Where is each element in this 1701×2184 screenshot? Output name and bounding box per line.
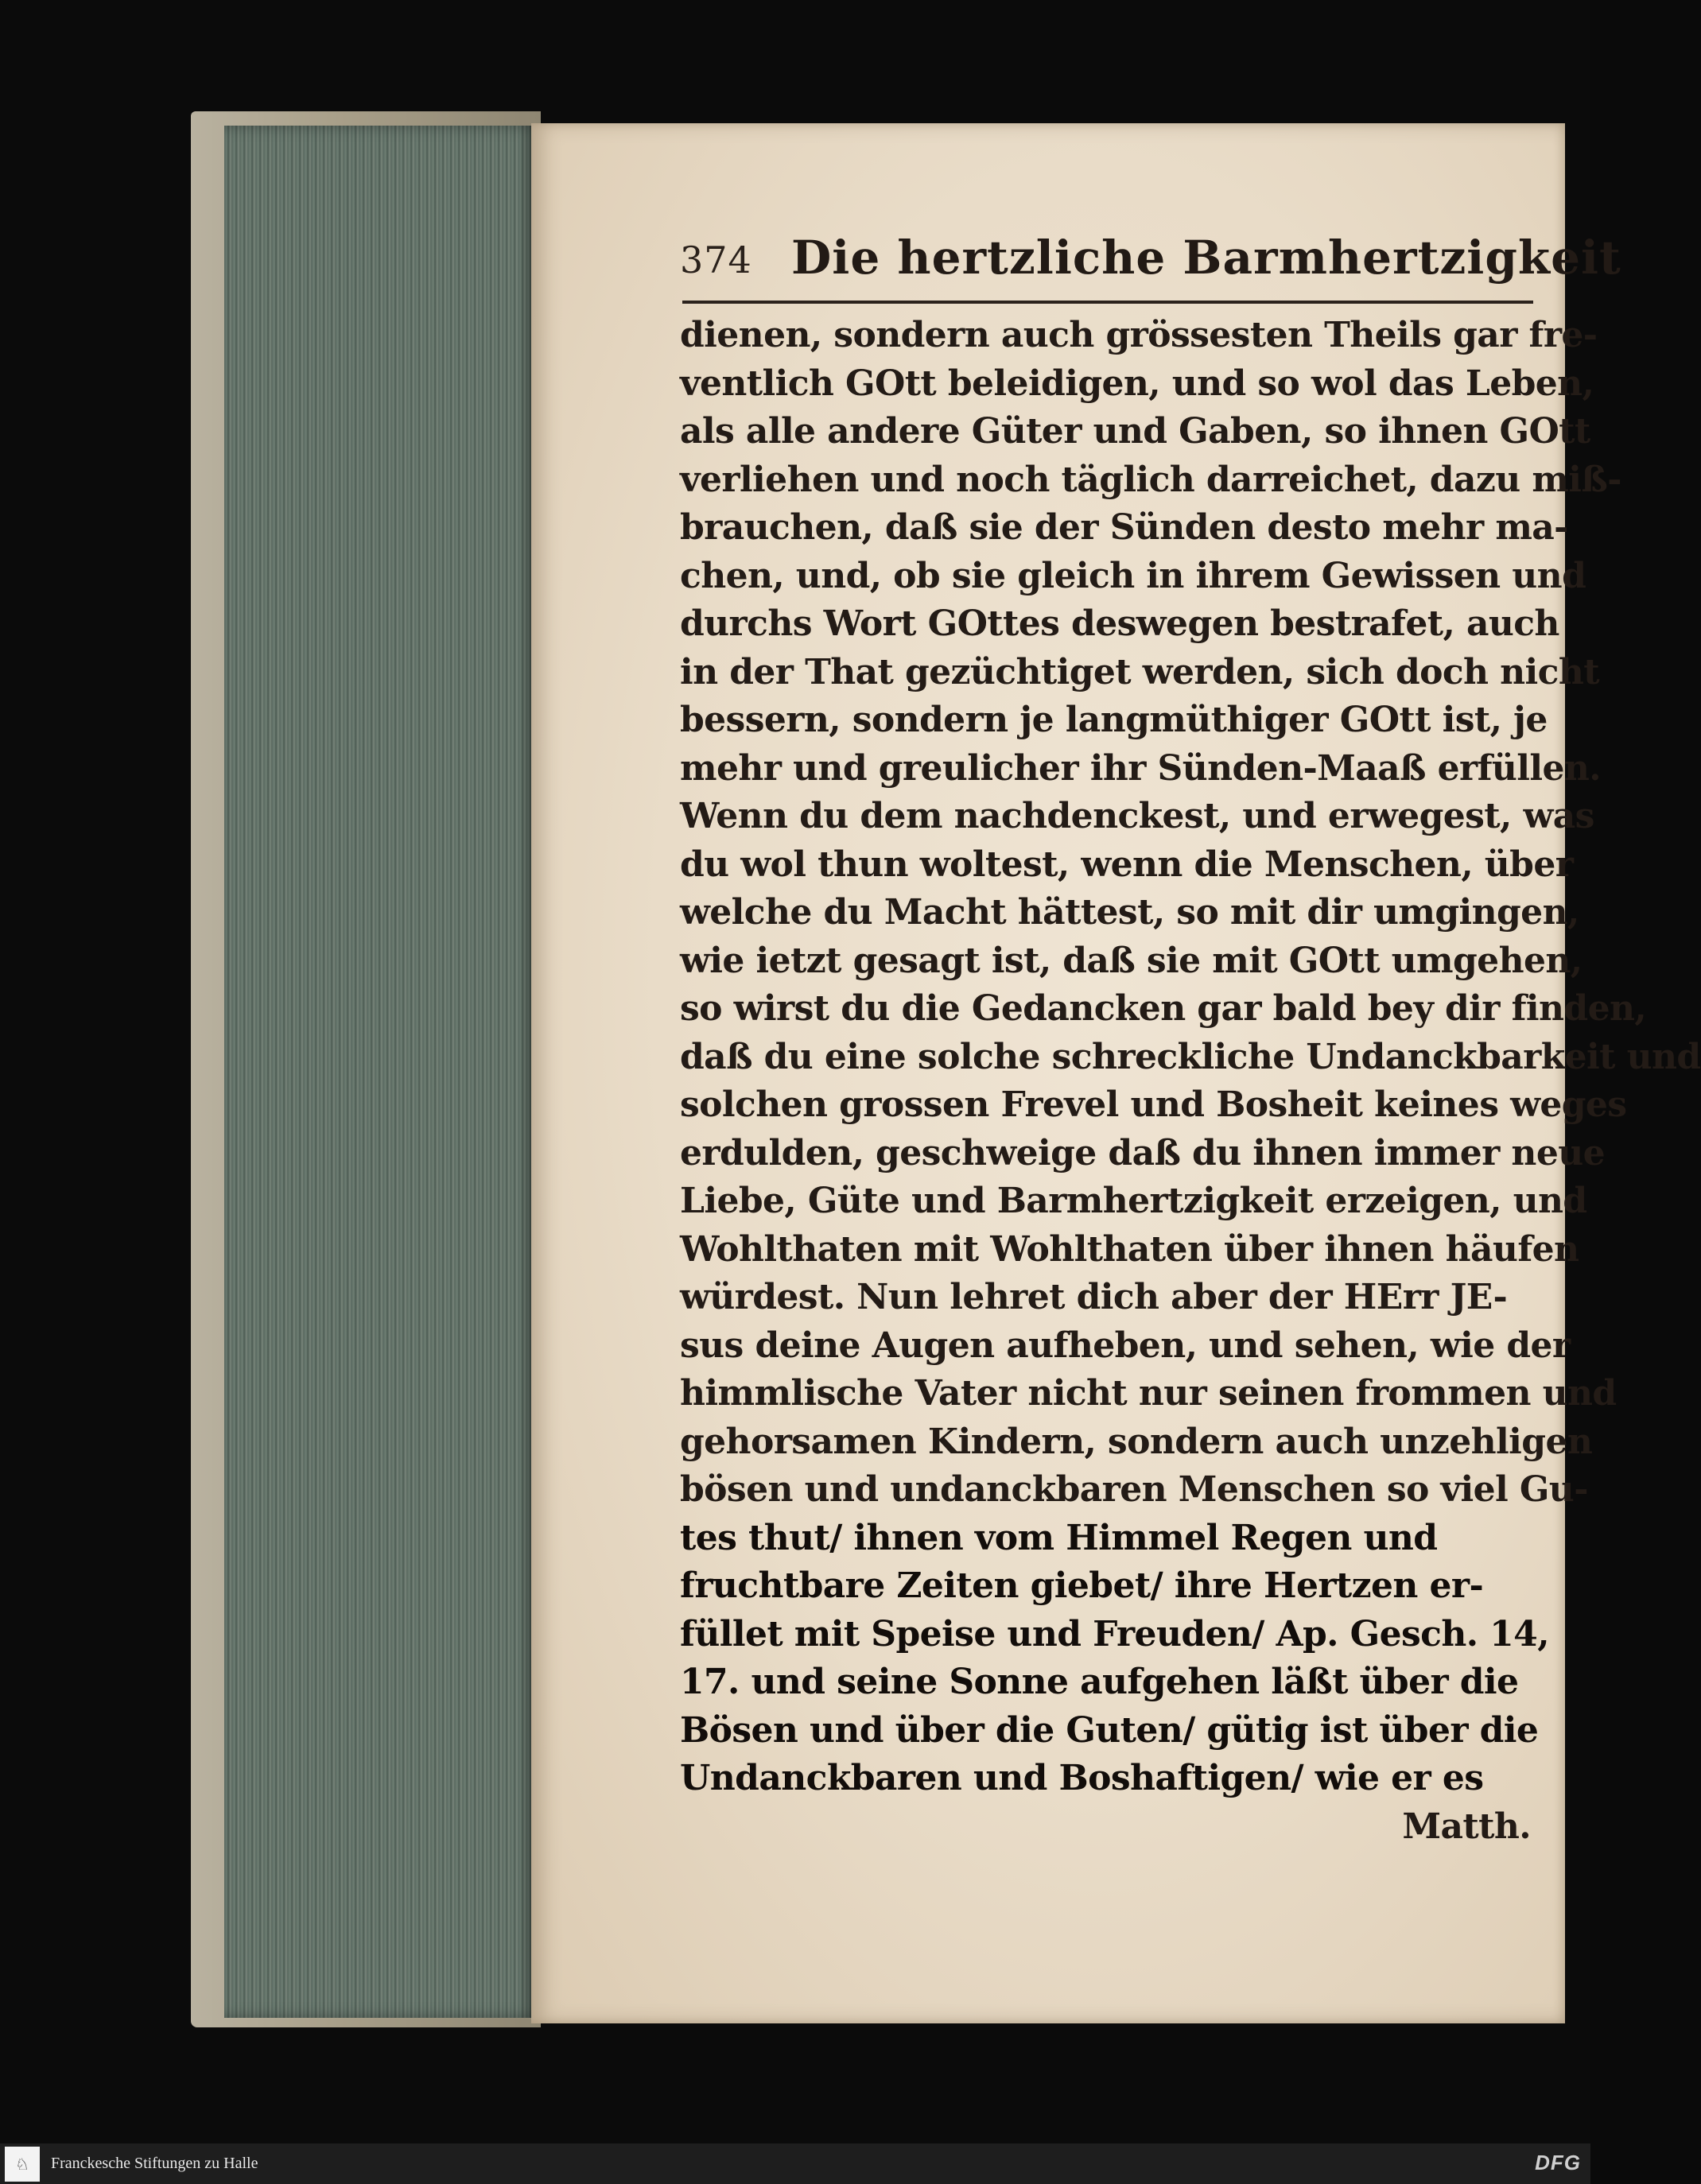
text-line: Wenn du dem nachdenckest, und erwegest, was <box>680 796 1594 836</box>
footer-bar <box>0 2143 1590 2184</box>
text-line: Liebe, Güte und Barmhertzigkeit erzeigen, und <box>680 1181 1587 1221</box>
text-line: gehorsamen Kindern, sondern auch unzehligen <box>680 1421 1593 1462</box>
running-title: Die hertzliche Barmhertzigkeit <box>791 231 1621 285</box>
catchword: Matth. <box>1402 1806 1531 1847</box>
text-line: wie ietzt gesagt ist, daß sie mit GOtt umgehen, <box>680 940 1583 981</box>
text-line: füllet mit Speise und Freuden/ Ap. Gesch. 14, <box>680 1613 1549 1654</box>
text-line: Bösen und über die Guten/ gütig ist über die <box>680 1709 1539 1751</box>
text-line: Wohlthaten mit Wohlthaten über ihnen häufen <box>680 1228 1579 1270</box>
text-line: mehr und greulicher ihr Sünden-Maaß erfüllen. <box>680 747 1602 789</box>
text-line: ventlich GOtt beleidigen, und so wol das Leben, <box>680 363 1594 404</box>
page-number: 374 <box>680 239 752 281</box>
institution-logo-icon: ♘ <box>5 2147 40 2182</box>
text-line: so wirst du die Gedancken gar bald bey dir finden, <box>680 988 1647 1029</box>
page-edges <box>224 126 542 2018</box>
text-line: als alle andere Güter und Gaben, so ihnen GOtt <box>680 411 1590 452</box>
text-line: sus deine Augen aufheben, und sehen, wie der <box>680 1325 1571 1366</box>
text-line: bessern, sondern je langmüthiger GOtt ist, je <box>680 700 1548 740</box>
text-line: solchen grossen Frevel und Bosheit keines weges <box>680 1084 1627 1125</box>
text-line: würdest. Nun lehret dich aber der HErr JE- <box>680 1277 1508 1317</box>
text-line: tes thut/ ihnen vom Himmel Regen und <box>680 1517 1438 1558</box>
text-line: himmlische Vater nicht nur seinen frommen und <box>680 1373 1617 1414</box>
text-line: bösen und undanckbaren Menschen so viel Gu- <box>680 1469 1588 1510</box>
text-line: erdulden, geschweige daß du ihnen immer neue <box>680 1132 1605 1173</box>
text-line: 17. und seine Sonne aufgehen läßt über die <box>680 1662 1519 1702</box>
text-line: verliehen und noch täglich darreichet, dazu miß- <box>680 459 1621 500</box>
text-line: du wol thun woltest, wenn die Menschen, über <box>680 844 1574 885</box>
text-line: brauchen, daß sie der Sünden desto mehr ma- <box>680 507 1568 548</box>
text-line: in der That gezüchtiget werden, sich doch nicht <box>680 651 1599 692</box>
text-line: durchs Wort GOttes deswegen bestrafet, auch <box>680 603 1559 644</box>
text-line: daß du eine solche schreckliche Undanckbarkeit und <box>680 1036 1701 1077</box>
text-line: fruchtbare Zeiten giebet/ ihre Hertzen er- <box>680 1565 1484 1606</box>
dfg-logo: DFG <box>1535 2151 1581 2174</box>
header-rule <box>682 301 1533 304</box>
text-line: welche du Macht hättest, so mit dir umgingen, <box>680 892 1579 933</box>
text-line: chen, und, ob sie gleich in ihrem Gewissen und <box>680 555 1586 596</box>
text-line: dienen, sondern auch grössesten Theils gar fre- <box>680 315 1598 355</box>
text-line: Undanckbaren und Boshaftigen/ wie er es <box>680 1758 1484 1798</box>
body-text <box>680 312 1701 1851</box>
institution-name: Franckesche Stiftungen zu Halle <box>51 2155 258 2172</box>
